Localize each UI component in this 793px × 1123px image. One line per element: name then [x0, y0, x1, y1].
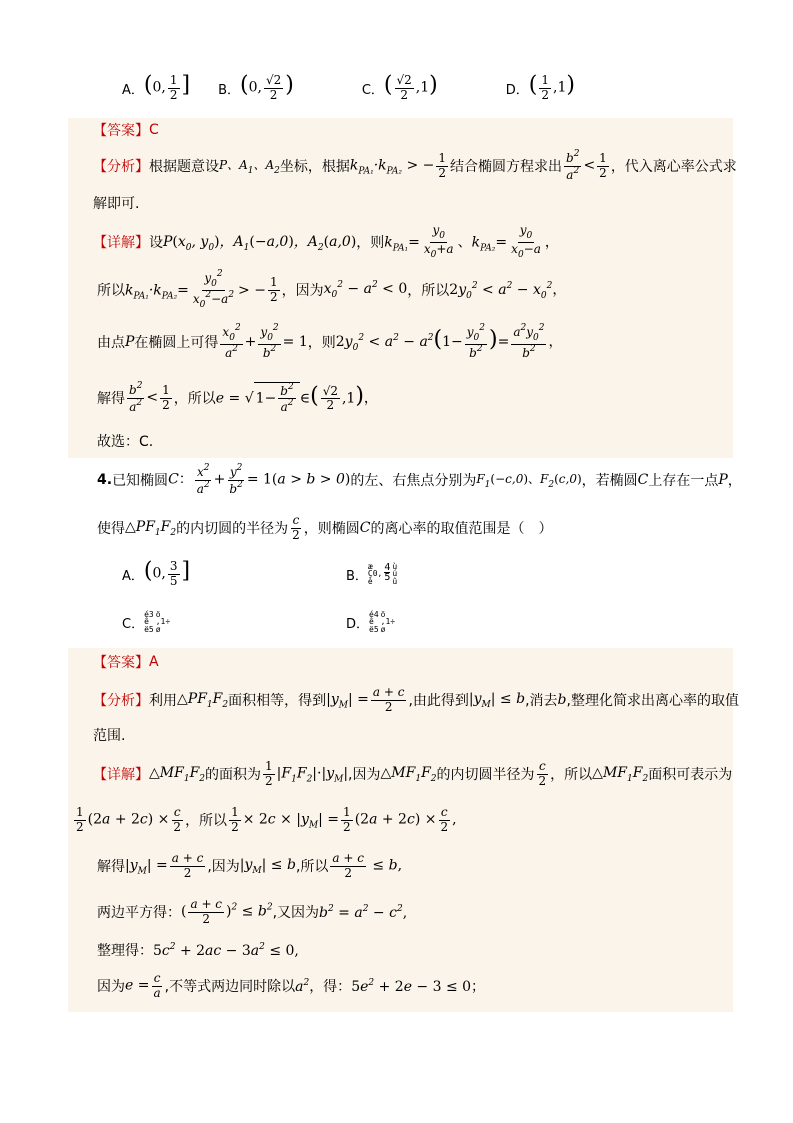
q3-answer-label: 【答案】: [93, 123, 149, 139]
q3-detail-derive: $2y_0^2 < a^2 - a^2(1-$ $\frac{y_0^2}{b^2}$ )= $\frac{a^2y_0^2}{b^2}$ ，: [335, 322, 563, 360]
q4-detail-a2: $a^2$: [295, 977, 310, 995]
q4-detail-text-4b: ,又因为: [272, 905, 320, 921]
q3-detail-text-2b: ，因为: [281, 283, 324, 299]
q4-detail-area: $\frac{1}{2}$ $|F_1F_2|\cdot|y_M|$: [265, 759, 349, 788]
q4-option-a-math: (0, $\frac{3}{5}$ ]: [143, 559, 191, 588]
q4-detail-tri3: $\triangle MF_1F_2$: [592, 764, 649, 784]
q4-number: 4.: [97, 472, 113, 488]
q3-option-b-label: B．: [218, 82, 241, 98]
q4-detail-b2: $b^2 = a^2 - c^2$,: [319, 903, 408, 921]
q4-detail-label: 【详解】: [93, 767, 149, 783]
q4-detail-square: ( $\frac{a + c}{2}$ )$^2 \le b^2$: [181, 897, 273, 926]
q3-detail-text-1b: ，则: [356, 235, 385, 251]
q4-ellipse-eq: C： $\frac{x^2}{a^2}$ + $\frac{y^2}{b^2}$ = 1(a > b > 0): [168, 463, 351, 496]
q4-detail-text-6c: ，得：: [309, 979, 352, 995]
q3-answer: [93, 118, 159, 142]
q3-detail-point-p: P: [125, 334, 135, 350]
q3-analysis-text-4: ，代入离心率公式求: [610, 159, 737, 175]
q3-detail-conclusion: 故选：C.: [97, 434, 154, 450]
q4-c: C: [637, 472, 649, 488]
q4-detail-text-6a: 因为: [97, 979, 125, 995]
q3-analysis-ratio: $\frac{b^2}{a^2}$ < $\frac{1}{2}$: [566, 149, 607, 182]
q4-answer-value: A: [149, 654, 159, 670]
q4-c2: C: [359, 520, 371, 536]
q3-detail-product: $k_{PA_1}\cdot k_{PA_2}=$ $\frac{y_0^2}{x_0^2-a^2}$ > − $\frac{1}{2}$: [125, 268, 278, 310]
q4-option-b: [346, 556, 397, 592]
q4-stem-line1: [97, 460, 742, 500]
q4-detail-text-6b: ,不等式两边同时除以: [164, 979, 296, 995]
q4-triangle: $\triangle PF_1F_2$: [125, 518, 177, 538]
q4-detail-ineq: $\frac{a + c}{2}$ ≤ b,: [332, 851, 403, 880]
q4-detail-text-1d: ，所以: [550, 767, 593, 783]
q4-analysis-ym: $|y_M|$ = $\frac{a + c}{2}$: [326, 685, 405, 714]
q4-detail-text-3c: ,所以: [295, 859, 329, 875]
q3-detail-text-3c: ，则: [307, 335, 336, 351]
q3-option-b-math: (0, $\frac{√2}{2}$ ): [240, 73, 294, 102]
q4-analysis-b: b: [557, 692, 567, 708]
q3-detail-text-3a: 由点: [97, 335, 125, 351]
q4-answer: [93, 650, 159, 674]
q4-analysis-line2: [93, 724, 125, 746]
q3-option-c-math: ( $\frac{√2}{2}$ ,1): [383, 73, 438, 102]
q4-text-2: 的左、右焦点分别为: [350, 473, 477, 489]
q4-text-1: 已知椭圆: [112, 473, 169, 489]
q3-option-d-label: D．: [505, 82, 529, 98]
q4-detail-text-2a: ，所以: [185, 813, 228, 829]
q4-detail-line1: [93, 754, 732, 794]
q3-detail-text-2a: 所以: [97, 283, 125, 299]
q3-analysis-line2: [93, 192, 139, 214]
q4-option-c: [122, 604, 170, 640]
q4-option-a-label: A．: [122, 568, 144, 584]
q4-analysis-bound: $|y_M| \le b$: [468, 690, 526, 710]
q4-analysis-text-4: ,消去: [525, 693, 558, 709]
q4-detail-text-5a: 整理得：: [97, 943, 153, 959]
q4-analysis-text-6: 范围.: [93, 728, 126, 744]
q3-detail-line1: [93, 222, 559, 262]
q4-detail-ym: $|y_M|$ = $\frac{a + c}{2}$: [125, 851, 204, 880]
q4-text-5: ，: [727, 473, 742, 489]
q4-option-d-label: D．: [346, 616, 370, 632]
q4-detail-text-1b: ,因为: [348, 767, 381, 783]
q3-analysis-text-3: 结合椭圆方程求出: [450, 159, 563, 175]
q3-analysis-text-5: 解即可.: [93, 196, 140, 212]
q3-detail-line5: [97, 430, 153, 452]
q3-detail-label: 【详解】: [93, 235, 149, 251]
q4-detail-ym-bound: $|y_M| \le b$: [239, 856, 296, 876]
q3-detail-line4: [97, 376, 378, 420]
q4-option-d: [346, 604, 395, 640]
q4-analysis-text-5: ,整理化简求出离心率的取值: [566, 693, 739, 709]
q4-detail-tri2: $\triangle MF_1F_2$: [380, 764, 437, 784]
q4-detail-line3: [97, 846, 402, 886]
q3-detail-line3: [97, 320, 562, 364]
q4-detail-text-3a: 解得: [97, 859, 125, 875]
q4-analysis-line1: [93, 680, 739, 720]
q3-option-a-label: A．: [122, 82, 144, 98]
q4-analysis-triangle: $\triangle PF_1F_2$: [177, 690, 229, 710]
q4-analysis-text-2: 面积相等，得到: [228, 693, 327, 709]
q3-answer-value: C: [149, 122, 159, 138]
q4-option-d-garbled-math: é4 ê ë5 ö ,1÷ ø: [369, 609, 396, 634]
q4-option-b-garbled-math: æ Ç0, è 4 5 ù ú û: [367, 561, 398, 586]
q3-option-a-math: (0, $\frac{1}{2}$ ]: [143, 73, 191, 102]
q4-detail-text-1e: 面积可表示为: [648, 767, 733, 783]
q4-stem-line2: [97, 508, 552, 548]
q4-detail-radius: $\frac{c}{2}$: [538, 759, 547, 788]
q3-detail-line2: [97, 270, 566, 310]
q4-detail-text-1c: 的内切圆半径为: [436, 767, 535, 783]
q4-analysis-label: 【分析】: [93, 693, 149, 709]
q3-detail-text-3b: 在椭圆上可得: [134, 335, 219, 351]
q3-detail-result-ratio: $\frac{b^2}{a^2}$ < $\frac{1}{2}$: [129, 381, 170, 414]
q3-detail-eccentricity: e = √ 1− $\frac{b^2}{a^2}$ ∈( $\frac{√2}{2}$ ,1)，: [215, 381, 378, 414]
q4-option-c-label: C．: [122, 616, 145, 632]
q4-detail-line4: [97, 892, 407, 932]
q4-option-a: [122, 556, 190, 592]
q4-text-9: 的离心率的取值范围是（ ）: [370, 521, 553, 537]
q3-detail-ellipse: $\frac{x_0^2}{a^2}$ + $\frac{y_0^2}{b^2}$ = 1: [222, 322, 308, 360]
q3-analysis-text-1: 根据题意设: [149, 159, 219, 175]
q3-detail-slopes: $k_{PA_1}=$ $\frac{y_0}{x_0+a}$ 、$k_{PA_2}=$ $\frac{y_0}{x_0-a}$ ，: [384, 222, 559, 260]
q4-p: P: [718, 472, 728, 488]
q4-option-c-garbled-math: é3 ê ë5 ö ,1÷ ø: [144, 609, 171, 634]
q4-detail-e-def: e = $\frac{c}{a}$: [125, 971, 161, 1000]
q4-detail-tri1: $\triangle MF_1F_2$: [149, 764, 206, 784]
q3-analysis-line1: [93, 148, 737, 184]
q4-analysis-text-3: ,由此得到: [408, 693, 469, 709]
q3-detail-neg: $x_0^2 - a^2 < 0$: [323, 280, 408, 300]
q4-radius: $\frac{c}{2}$: [292, 513, 300, 542]
q4-detail-line6: [97, 966, 485, 1006]
q4-foci: $F_1(-c,0)$、$F_2(c,0)$: [476, 472, 582, 490]
q3-option-c-label: C．: [361, 82, 384, 98]
q4-text-4: 上存在一点: [648, 473, 719, 489]
q3-analysis-text-2: 坐标，根据: [279, 159, 350, 175]
q4-text-6: 使得: [97, 521, 125, 537]
q4-detail-text-1a: 的面积为: [205, 767, 262, 783]
q4-detail-e-ineq: $5e^2 + 2e - 3 \le 0$；: [351, 978, 486, 995]
q4-detail-area-expr: $\frac{1}{2}$ (2a + 2c) × $\frac{c}{2}$: [76, 805, 182, 834]
q4-detail-area-eq: $\frac{1}{2}$ × $2c \times |y_M|$ = $\frac{1}{2}$ (2a + 2c) × $\frac{c}{2}$ ,: [231, 805, 457, 834]
q4-text-8: ，则椭圆: [303, 521, 360, 537]
q4-detail-line5: [97, 936, 299, 964]
q4-option-b-label: B．: [346, 568, 368, 584]
q3-analysis-label: 【分析】: [93, 159, 149, 175]
q4-text-3: ，若椭圆: [581, 473, 638, 489]
q4-answer-label: 【答案】: [93, 655, 149, 671]
q4-detail-text-3b: ,因为: [207, 859, 240, 875]
q3-detail-text-1a: 设: [149, 235, 163, 251]
q3-detail-points: $P(x_0$, $y_0$)，$A_1(-a,0)$，$A_2(a,0)$: [163, 234, 357, 253]
q3-detail-text-4b: ，所以: [173, 391, 216, 407]
q3-detail-text-2c: ，所以: [407, 283, 450, 299]
q4-detail-line2: [72, 800, 457, 840]
q4-detail-text-4a: 两边平方得：: [97, 905, 181, 921]
q4-detail-simplified: $5c^2 + 2ac - 3a^2 \le 0$,: [153, 941, 299, 959]
q3-analysis-points: P、$A_1$、$A_2$: [219, 158, 280, 176]
q4-analysis-text-1: 利用: [149, 693, 177, 709]
q3-analysis-slope-ineq: $k_{PA_1}\cdot k_{PA_2}$ > − $\frac{1}{2}$: [349, 151, 447, 180]
q3-options: [122, 70, 575, 106]
q3-detail-ineq: $2y_0^2 < a^2 - x_0^2$，: [449, 281, 567, 301]
q3-option-d-math: ( $\frac{1}{2}$ ,1): [528, 73, 575, 102]
q4-text-7: 的内切圆的半径为: [176, 521, 289, 537]
q3-detail-text-4a: 解得: [97, 391, 125, 407]
